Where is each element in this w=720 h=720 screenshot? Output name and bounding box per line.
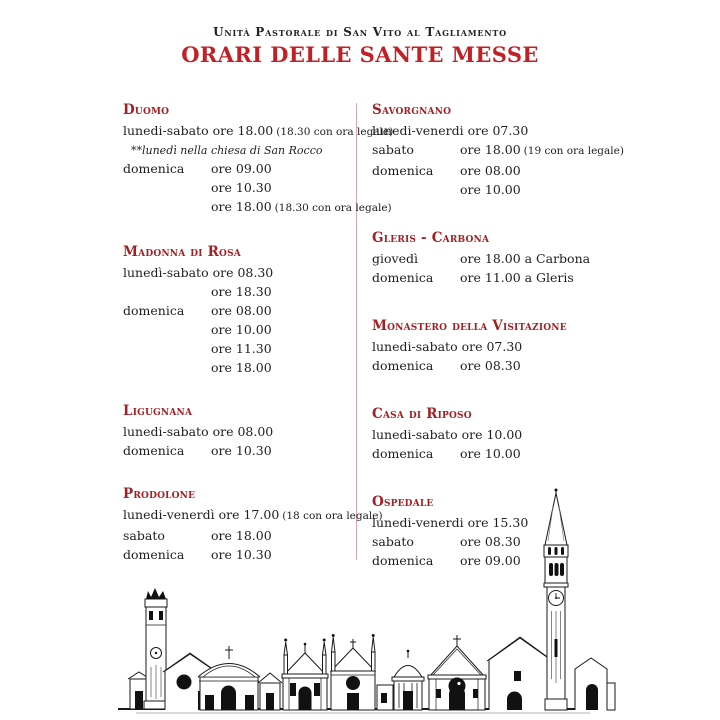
time-value: ore 09.00 xyxy=(211,161,272,176)
day-label: lunedi-sabato xyxy=(123,123,209,138)
church-section xyxy=(372,101,624,199)
pinnacle-facade-church xyxy=(282,639,328,711)
schedule-row xyxy=(372,425,614,444)
church-section xyxy=(372,229,614,287)
day-label: giovedì xyxy=(372,251,418,266)
time-note: (18.30 con ora legale) xyxy=(274,202,392,214)
church-name: Madonna di Rosa xyxy=(123,244,241,260)
schedule-row xyxy=(372,356,614,375)
small-chapel xyxy=(258,673,282,710)
pastoral-unit-name: Unità Pastorale di San Vito al Tagliamento xyxy=(213,25,507,39)
day-label: domenica xyxy=(372,446,434,461)
day-label: domenica xyxy=(372,553,434,568)
schedule-row xyxy=(123,178,356,197)
church-section xyxy=(372,317,614,375)
time-value: ore 08.30 xyxy=(212,265,274,280)
document-header xyxy=(0,25,720,67)
day-label: domenica xyxy=(123,303,185,318)
spired-facade-church xyxy=(331,634,375,710)
schedule-row xyxy=(123,441,356,460)
day-label: lunedi-sabato xyxy=(372,339,458,354)
church-name: Savorgnano xyxy=(372,102,452,118)
schedule-row xyxy=(372,268,614,287)
church-name: Monastero della Visitazione xyxy=(372,318,567,334)
day-label: sabato xyxy=(123,528,165,543)
link-building xyxy=(377,685,393,710)
day-label: sabato xyxy=(372,142,414,157)
schedule-row xyxy=(372,161,614,180)
schedule-row xyxy=(372,121,614,140)
day-label: lunedi-venerdi xyxy=(372,123,464,138)
schedule-row xyxy=(372,140,624,161)
schedule-row xyxy=(123,301,356,320)
schedule-row xyxy=(372,180,614,199)
time-value: ore 18.30 xyxy=(211,284,272,299)
day-label: lunedi-venerdì xyxy=(123,507,215,522)
time-value: ore 18.00 xyxy=(212,123,274,138)
time-value: ore 07.30 xyxy=(467,123,529,138)
left-bell-tower xyxy=(144,588,168,709)
large-pediment-church xyxy=(428,635,486,710)
church-section xyxy=(123,243,356,377)
schedule-row xyxy=(123,121,394,142)
time-note: (18 con ora legale) xyxy=(282,510,383,522)
time-value: ore 15.30 xyxy=(467,515,529,530)
time-value: ore 10.00 xyxy=(461,427,523,442)
time-note: (19 con ora legale) xyxy=(523,145,624,157)
right-low-buildings xyxy=(575,658,615,710)
time-value: ore 18.00 xyxy=(211,360,272,375)
schedule-row xyxy=(123,320,356,339)
schedule-footnote: **lunedì nella chiesa di San Rocco xyxy=(131,144,323,157)
skyline-illustration xyxy=(102,487,622,715)
day-label: domenica xyxy=(372,163,434,178)
time-value: ore 08.00 xyxy=(460,163,521,178)
time-value: ore 09.00 xyxy=(460,553,521,568)
church-section xyxy=(123,402,356,460)
time-value: ore 10.30 xyxy=(211,443,272,458)
page-title: ORARI DELLE SANTE MESSE xyxy=(181,42,539,67)
schedule-row xyxy=(123,422,356,441)
church-name: Ospedale xyxy=(372,494,434,510)
time-value: ore 17.00 xyxy=(218,507,280,522)
schedule-row xyxy=(123,282,356,301)
day-label: sabato xyxy=(372,534,414,549)
time-value: ore 18.00 a Carbona xyxy=(460,251,591,266)
time-value: ore 18.00 xyxy=(211,528,272,543)
church-name: Ligugnana xyxy=(123,403,193,419)
domed-rotunda xyxy=(392,650,424,710)
schedule-row xyxy=(372,337,614,356)
day-label: domenica xyxy=(123,161,185,176)
schedule-row xyxy=(372,444,614,463)
day-label: domenica xyxy=(372,358,434,373)
day-label: domenica xyxy=(123,547,185,562)
time-value: ore 08.00 xyxy=(212,424,274,439)
day-label: lunedi-venerdi xyxy=(372,515,464,530)
right-bell-tower xyxy=(544,489,568,711)
church-section xyxy=(123,101,394,218)
church-name: Prodolone xyxy=(123,486,196,502)
church-name: Duomo xyxy=(123,102,170,118)
day-label: domenica xyxy=(372,270,434,285)
day-label: domenica xyxy=(123,443,185,458)
time-value: ore 10.00 xyxy=(460,446,521,461)
time-value: ore 10.30 xyxy=(211,547,272,562)
schedule-row xyxy=(123,159,356,178)
time-value: ore 18.00 xyxy=(211,199,272,214)
time-value: ore 08.00 xyxy=(211,303,272,318)
day-label: lunedi-sabato xyxy=(123,424,209,439)
curved-pediment-church xyxy=(198,646,260,710)
day-label: lunedi-sabato xyxy=(372,427,458,442)
time-value: ore 11.30 xyxy=(211,341,272,356)
church-name: Casa di Riposo xyxy=(372,406,472,422)
church-section xyxy=(372,405,614,463)
time-value: ore 08.30 xyxy=(460,534,521,549)
time-value: ore 11.00 a Gleris xyxy=(460,270,574,285)
schedule-row xyxy=(123,358,356,377)
time-note: (18.30 con ora legale) xyxy=(276,126,394,138)
time-value: ore 10.00 xyxy=(460,182,521,197)
schedule-row xyxy=(123,197,392,218)
time-value: ore 10.00 xyxy=(211,322,272,337)
church-name: Gleris - Carbona xyxy=(372,230,490,246)
time-value: ore 10.30 xyxy=(211,180,272,195)
time-value: ore 18.00 xyxy=(460,142,521,157)
time-value: ore 08.30 xyxy=(460,358,521,373)
schedule-row xyxy=(123,263,356,282)
time-value: ore 07.30 xyxy=(461,339,523,354)
day-label: lunedì-sabato xyxy=(123,265,209,280)
schedule-row xyxy=(123,339,356,358)
schedule-row xyxy=(372,249,614,268)
